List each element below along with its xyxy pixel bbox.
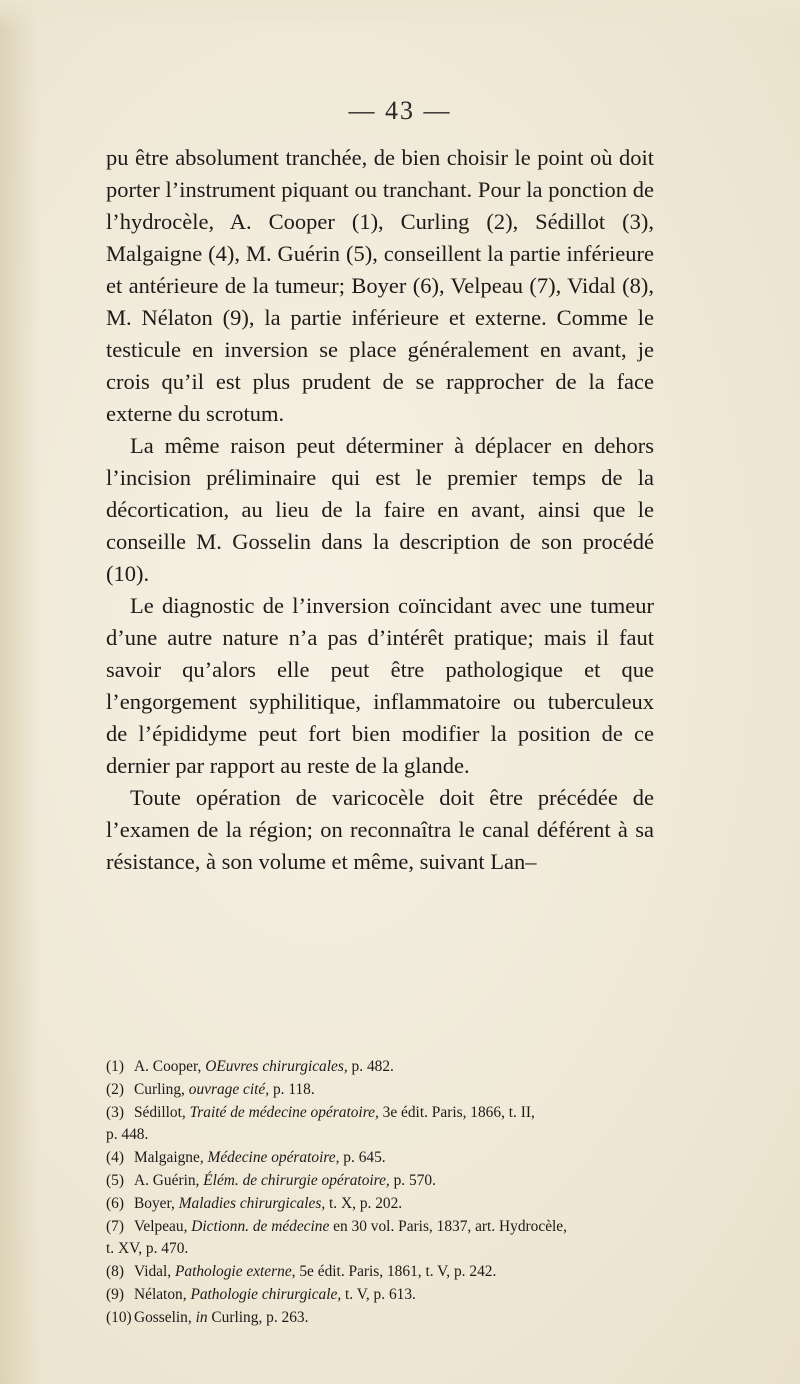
paragraph: Le diagnostic de l’inversion coïncidant avec une tumeur d’une autre nature n’a pas d’intérêt pratique; mais il faut savoir qu’alors elle peut être pathologique et que l’engorgement syphilitique, inflammatoire ou tuberculeux de l’épididyme peut fort bien modifier la position de ce dernier par rapport au reste de la glande. bbox=[106, 593, 654, 778]
footnote: (6) Boyer, Maladies chirurgicales, t. X, p. 202. bbox=[106, 1194, 403, 1212]
paragraph: La même raison peut déterminer à déplacer en dehors l’incision préliminaire qui est le premier temps de la décortication, au lieu de la faire en avant, ainsi que le conseille M. Gosselin dans la description de son procédé (10). bbox=[106, 433, 654, 586]
footnotes bbox=[106, 1056, 654, 1330]
footnote: (9) Nélaton, Pathologie chirurgicale, t. V, p. 613. bbox=[106, 1285, 416, 1303]
page-number: — 43 — bbox=[348, 96, 452, 125]
footnote: (10) Gosselin, in Curling, p. 263. bbox=[106, 1308, 309, 1326]
footnote: (7) Velpeau, Dictionn. de médecine en 30 vol. Paris, 1837, art. Hydrocèle, bbox=[106, 1217, 567, 1235]
footnote: (4) Malgaigne, Médecine opératoire, p. 645. bbox=[106, 1149, 386, 1167]
page-top-shadow bbox=[0, 0, 800, 30]
footnote: (2) Curling, ouvrage cité, p. 118. bbox=[106, 1080, 315, 1098]
paragraph: Toute opération de varicocèle doit être précédée de l’examen de la région; on reconnaîtra le canal déférent à sa résistance, à son volume et même, suivant Lan– bbox=[106, 785, 654, 874]
paragraph: pu être absolument tranchée, de bien choisir le point où doit porter l’instrument piquant ou tranchant. Pour la ponction de l’hydrocèle, A. Cooper (1), Curling (2), Sédillot (3), Malgaigne (4), M. Guérin (5), conseillent la partie inférieure et antérieure de la tumeur; Boyer (6), Velpeau (7), Vidal (8), M. Nélaton (9), la partie inférieure et externe. Comme le testicule en inversion se place généralement en avant, je crois qu’il est plus prudent de se rapprocher de la face externe du scrotum. bbox=[106, 145, 654, 426]
footnote-continuation: p. 448. bbox=[106, 1126, 149, 1144]
footnote: (8) Vidal, Pathologie externe, 5e édit. Paris, 1861, t. V, p. 242. bbox=[106, 1263, 497, 1281]
footnote-continuation: t. XV, p. 470. bbox=[106, 1240, 189, 1258]
footnote: (3) Sédillot, Traité de médecine opératoire, 3e édit. Paris, 1866, t. II, bbox=[106, 1103, 535, 1121]
footnote: (1) A. Cooper, OEuvres chirurgicales, p. 482. bbox=[106, 1058, 394, 1075]
page-edge-shadow bbox=[0, 0, 40, 1384]
footnote: (5) A. Guérin, Élém. de chirurgie opératoire, p. 570. bbox=[106, 1171, 436, 1189]
main-text bbox=[106, 142, 654, 878]
